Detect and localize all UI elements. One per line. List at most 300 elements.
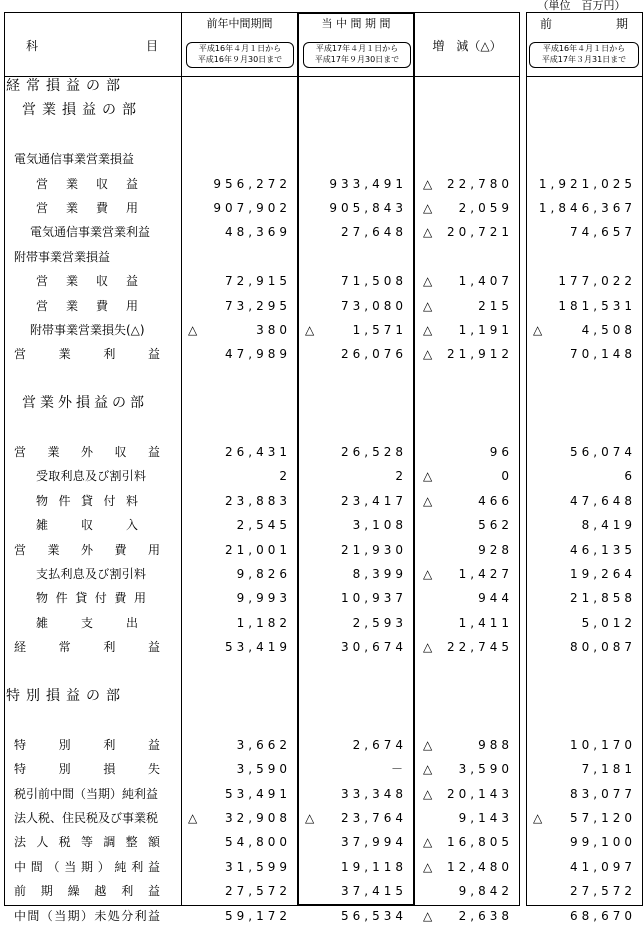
- cell-curr: [299, 879, 413, 903]
- cell-chg: [415, 440, 519, 464]
- cell-value: 4,508: [581, 323, 636, 337]
- cell-value: 9,826: [236, 567, 291, 581]
- negative-marker: △: [423, 176, 433, 191]
- cell-value: 2: [395, 469, 407, 484]
- cell-value: 48,369: [225, 225, 291, 240]
- cell-value: 26,431: [225, 445, 291, 459]
- cell-prev: [182, 586, 297, 610]
- row-label: 雑収入: [36, 518, 138, 533]
- cell-value: 16,805: [447, 835, 513, 850]
- table-row: [0, 879, 643, 903]
- negative-marker: △: [533, 323, 543, 337]
- cell-year: [527, 147, 642, 171]
- cell-value: 73,295: [225, 298, 291, 313]
- cell-curr: [299, 269, 413, 293]
- header-prev-year-period-2: 平成17年３月31日まで: [541, 55, 627, 64]
- cell-value: 1,427: [458, 567, 513, 581]
- table-row: [0, 147, 643, 171]
- table-row: [0, 904, 643, 928]
- cell-chg: [415, 757, 519, 781]
- cell-year: [527, 269, 642, 293]
- cell-prev: [182, 391, 297, 415]
- cell-chg: [415, 294, 519, 318]
- cell-value: 0: [501, 469, 513, 484]
- cell-value: 9,842: [458, 884, 513, 899]
- cell-prev: [182, 318, 297, 342]
- cell-chg: [415, 269, 519, 293]
- cell-curr: [299, 635, 413, 659]
- cell-chg: [415, 489, 519, 513]
- header-prev-year-title-b: 期: [616, 17, 629, 31]
- cell-year: [527, 904, 642, 928]
- cell-value: 31,599: [225, 859, 291, 874]
- table-row: [0, 74, 643, 98]
- cell-curr: [299, 562, 413, 586]
- negative-marker: △: [305, 323, 315, 337]
- cell-year: [527, 123, 642, 147]
- negative-marker: △: [423, 225, 433, 240]
- cell-year: [527, 220, 642, 244]
- header-item-a: 科: [26, 39, 39, 53]
- cell-value: 54,800: [225, 835, 291, 850]
- cell-prev: [182, 489, 297, 513]
- cell-year: [527, 635, 642, 659]
- cell-curr: [299, 318, 413, 342]
- table-row: [0, 855, 643, 879]
- row-label: 営業外費用: [14, 542, 160, 557]
- cell-value: 8,399: [352, 567, 407, 581]
- header-prev-year-title-a: 前: [540, 17, 553, 31]
- table-row: [0, 245, 643, 269]
- negative-marker: △: [423, 347, 433, 362]
- cell-prev: [182, 440, 297, 464]
- cell-prev: [182, 245, 297, 269]
- cell-value: 907,902: [213, 201, 291, 215]
- cell-value: 8,419: [581, 518, 636, 533]
- cell-chg: [415, 391, 519, 415]
- row-label: 雑支出: [36, 615, 138, 630]
- cell-value: 2: [279, 469, 291, 484]
- row-label: 営業費用: [36, 298, 138, 313]
- cell-curr: [299, 684, 413, 708]
- table-row: [0, 489, 643, 513]
- row-label: 営業外収益: [14, 445, 160, 459]
- table-row: [0, 757, 643, 781]
- table-row: [0, 562, 643, 586]
- cell-chg: [415, 538, 519, 562]
- row-label: 特別損失: [14, 762, 160, 777]
- cell-value: 53,491: [225, 786, 291, 801]
- cell-prev: [182, 855, 297, 879]
- cell-value: 928: [478, 542, 513, 557]
- cell-chg: [415, 74, 519, 98]
- row-label: 附帯事業営業損失(△): [30, 323, 145, 337]
- cell-value: 59,172: [225, 908, 291, 923]
- cell-year: [527, 342, 642, 366]
- table-row: [0, 391, 643, 415]
- table-row: [0, 513, 643, 537]
- row-label: 法人税等調整額: [14, 835, 160, 850]
- cell-year: [527, 684, 642, 708]
- cell-year: [527, 879, 642, 903]
- negative-marker: △: [423, 274, 433, 289]
- header-prev-half-period-1: 平成16年４月１日から: [198, 44, 282, 53]
- cell-value: 1,921,025: [538, 176, 636, 191]
- cell-curr: [299, 294, 413, 318]
- cell-curr: [299, 538, 413, 562]
- cell-value: 944: [478, 591, 513, 606]
- cell-year: [527, 733, 642, 757]
- table-row: [0, 660, 643, 684]
- cell-prev: [182, 538, 297, 562]
- cell-value: 2,545: [236, 518, 291, 533]
- row-label: 営業費用: [36, 201, 138, 215]
- cell-year: [527, 806, 642, 830]
- row-label: 経常損益の部: [6, 78, 126, 94]
- cell-year: [527, 367, 642, 391]
- header-curr-half-period: [303, 42, 411, 68]
- negative-marker: △: [423, 201, 433, 215]
- cell-year: [527, 391, 642, 415]
- negative-marker: △: [423, 786, 433, 801]
- cell-value: －: [390, 762, 407, 777]
- cell-chg: [415, 586, 519, 610]
- header-prev-half-title: 前年中間期間: [206, 17, 273, 30]
- cell-curr: [299, 757, 413, 781]
- cell-value: 933,491: [329, 176, 407, 191]
- cell-prev: [182, 147, 297, 171]
- cell-value: 32,908: [225, 811, 291, 825]
- negative-marker: △: [305, 811, 315, 825]
- cell-value: 27,572: [570, 884, 636, 899]
- cell-value: 1,411: [458, 615, 513, 630]
- cell-value: 905,843: [329, 201, 407, 215]
- unit-note: （単位 百万円）: [537, 0, 626, 12]
- cell-curr: [299, 416, 413, 440]
- cell-chg: [415, 416, 519, 440]
- negative-marker: △: [423, 859, 433, 874]
- row-label: 中間（当期）未処分利益: [14, 908, 160, 923]
- cell-chg: [415, 464, 519, 488]
- negative-marker: △: [188, 323, 198, 337]
- cell-value: 27,648: [341, 225, 407, 240]
- cell-curr: [299, 367, 413, 391]
- cell-value: 2,593: [352, 615, 407, 630]
- cell-chg: [415, 660, 519, 684]
- cell-curr: [299, 440, 413, 464]
- row-label: 受取利息及び割引料: [36, 469, 146, 484]
- cell-curr: [299, 708, 413, 732]
- negative-marker: △: [423, 493, 433, 508]
- cell-prev: [182, 98, 297, 122]
- cell-value: 57,120: [570, 811, 636, 825]
- cell-prev: [182, 635, 297, 659]
- cell-value: 3,590: [236, 762, 291, 777]
- cell-prev: [182, 782, 297, 806]
- cell-curr: [299, 855, 413, 879]
- cell-value: 70,148: [570, 347, 636, 362]
- cell-chg: [415, 806, 519, 830]
- cell-value: 10,170: [570, 737, 636, 752]
- cell-curr: [299, 782, 413, 806]
- negative-marker: △: [423, 762, 433, 777]
- cell-curr: [299, 172, 413, 196]
- negative-marker: △: [423, 469, 433, 484]
- header-top-border-right: [526, 12, 643, 13]
- cell-prev: [182, 342, 297, 366]
- cell-year: [527, 74, 642, 98]
- cell-curr: [299, 489, 413, 513]
- cell-value: 9,993: [236, 591, 291, 606]
- cell-prev: [182, 684, 297, 708]
- cell-value: 53,419: [225, 640, 291, 655]
- table-row: [0, 733, 643, 757]
- cell-curr: [299, 806, 413, 830]
- cell-value: 3,590: [458, 762, 513, 777]
- row-label: 中間（当期）純利益: [14, 859, 160, 874]
- cell-value: 26,528: [341, 445, 407, 459]
- cell-value: 562: [478, 518, 513, 533]
- cell-year: [527, 172, 642, 196]
- cell-year: [527, 538, 642, 562]
- row-label: 営業利益: [14, 347, 160, 362]
- cell-value: 7,181: [581, 762, 636, 777]
- cell-value: 96: [489, 445, 513, 459]
- cell-value: 20,143: [447, 786, 513, 801]
- cell-year: [527, 489, 642, 513]
- cell-curr: [299, 98, 413, 122]
- cell-year: [527, 782, 642, 806]
- cell-prev: [182, 367, 297, 391]
- cell-chg: [415, 245, 519, 269]
- cell-value: 41,097: [570, 859, 636, 874]
- negative-marker: △: [423, 640, 433, 655]
- negative-marker: △: [423, 737, 433, 752]
- row-label: 営業外損益の部: [22, 395, 148, 412]
- cell-prev: [182, 708, 297, 732]
- cell-prev: [182, 294, 297, 318]
- row-label: 附帯事業営業損益: [14, 249, 111, 264]
- cell-value: 37,415: [341, 884, 407, 899]
- cell-chg: [415, 172, 519, 196]
- cell-value: 21,001: [225, 542, 291, 557]
- cell-chg: [415, 708, 519, 732]
- cell-value: 80,087: [570, 640, 636, 655]
- cell-value: 380: [256, 323, 291, 337]
- cell-value: 215: [478, 298, 513, 313]
- cell-value: 21,912: [447, 347, 513, 362]
- row-label: 営業収益: [36, 274, 138, 289]
- cell-prev: [182, 74, 297, 98]
- cell-value: 56,074: [570, 445, 636, 459]
- cell-value: 1,191: [458, 323, 513, 337]
- cell-value: 2,059: [458, 201, 513, 215]
- cell-value: 956,272: [213, 176, 291, 191]
- cell-curr: [299, 464, 413, 488]
- cell-chg: [415, 635, 519, 659]
- cell-chg: [415, 782, 519, 806]
- table-row: [0, 318, 643, 342]
- table-row: [0, 538, 643, 562]
- cell-value: 27,572: [225, 884, 291, 899]
- row-label: 支払利息及び割引料: [36, 567, 146, 581]
- row-label: 前期繰越利益: [14, 884, 160, 899]
- cell-year: [527, 318, 642, 342]
- table-row: [0, 464, 643, 488]
- cell-year: [527, 440, 642, 464]
- row-label: 物件貸付料: [36, 493, 138, 508]
- cell-prev: [182, 196, 297, 220]
- cell-value: 56,534: [341, 908, 407, 923]
- cell-curr: [299, 611, 413, 635]
- cell-curr: [299, 196, 413, 220]
- cell-prev: [182, 806, 297, 830]
- cell-value: 68,670: [570, 908, 636, 923]
- cell-value: 20,721: [447, 225, 513, 240]
- cell-chg: [415, 196, 519, 220]
- row-label: 営業損益の部: [22, 102, 142, 119]
- table-row: [0, 269, 643, 293]
- negative-marker: △: [423, 323, 433, 337]
- cell-value: 2,638: [458, 908, 513, 923]
- cell-value: 30,674: [341, 640, 407, 655]
- cell-value: 21,858: [570, 591, 636, 606]
- cell-year: [527, 245, 642, 269]
- cell-year: [527, 830, 642, 854]
- header-prev-half-period: [186, 42, 294, 68]
- cell-prev: [182, 611, 297, 635]
- table-row: [0, 806, 643, 830]
- cell-year: [527, 660, 642, 684]
- cell-year: [527, 708, 642, 732]
- cell-value: 3,108: [352, 518, 407, 533]
- cell-value: 23,883: [225, 493, 291, 508]
- header-curr-half-period-1: 平成17年４月１日から: [315, 44, 399, 53]
- table-row: [0, 367, 643, 391]
- header-change-title: 増 減（△）: [432, 39, 502, 53]
- cell-year: [527, 757, 642, 781]
- cell-curr: [299, 220, 413, 244]
- header-prev-year-period-1: 平成16年４月１日から: [542, 44, 626, 53]
- cell-value: 1,407: [458, 274, 513, 289]
- cell-value: 5,012: [581, 615, 636, 630]
- cell-year: [527, 196, 642, 220]
- cell-year: [527, 294, 642, 318]
- cell-chg: [415, 562, 519, 586]
- row-label: 法人税、住民税及び事業税: [14, 811, 159, 825]
- cell-value: 12,480: [447, 859, 513, 874]
- negative-marker: △: [423, 298, 433, 313]
- cell-value: 19,264: [570, 567, 636, 581]
- cell-value: 37,994: [341, 835, 407, 850]
- cell-curr: [299, 733, 413, 757]
- cell-curr: [299, 513, 413, 537]
- cell-chg: [415, 513, 519, 537]
- header-prev-half-period-2: 平成16年９月30日まで: [197, 55, 283, 64]
- cell-value: 23,764: [341, 811, 407, 825]
- row-label: 経常利益: [14, 640, 160, 655]
- negative-marker: △: [423, 567, 433, 581]
- cell-value: 74,657: [570, 225, 636, 240]
- table-row: [0, 611, 643, 635]
- cell-year: [527, 513, 642, 537]
- row-label: 特別損益の部: [6, 688, 126, 704]
- header-curr-half-period-2: 平成17年９月30日まで: [314, 55, 400, 64]
- cell-prev: [182, 416, 297, 440]
- cell-chg: [415, 611, 519, 635]
- cell-value: 22,780: [447, 176, 513, 191]
- cell-prev: [182, 830, 297, 854]
- row-label: 税引前中間（当期）純利益: [14, 786, 159, 801]
- row-label: 営業収益: [36, 176, 138, 191]
- cell-value: 22,745: [447, 640, 513, 655]
- cell-prev: [182, 123, 297, 147]
- cell-chg: [415, 220, 519, 244]
- cell-chg: [415, 855, 519, 879]
- cell-curr: [299, 586, 413, 610]
- table-row: [0, 294, 643, 318]
- cell-chg: [415, 879, 519, 903]
- cell-value: 99,100: [570, 835, 636, 850]
- cell-value: 177,022: [558, 274, 636, 289]
- cell-chg: [415, 733, 519, 757]
- table-row: [0, 416, 643, 440]
- cell-value: 47,989: [225, 347, 291, 362]
- table-row: [0, 440, 643, 464]
- cell-year: [527, 416, 642, 440]
- cell-chg: [415, 342, 519, 366]
- cell-curr: [299, 245, 413, 269]
- cell-chg: [415, 123, 519, 147]
- cell-value: 26,076: [341, 347, 407, 362]
- cell-value: 3,662: [236, 737, 291, 752]
- cell-chg: [415, 830, 519, 854]
- cell-value: 46,135: [570, 542, 636, 557]
- negative-marker: △: [188, 811, 198, 825]
- cell-prev: [182, 172, 297, 196]
- cell-curr: [299, 342, 413, 366]
- negative-marker: △: [423, 908, 433, 923]
- table-row: [0, 196, 643, 220]
- cell-year: [527, 98, 642, 122]
- row-label: 物件貸付費用: [36, 591, 146, 606]
- cell-value: 23,417: [341, 493, 407, 508]
- cell-prev: [182, 513, 297, 537]
- cell-value: 1,846,367: [538, 201, 636, 215]
- cell-prev: [182, 904, 297, 928]
- row-label: 特別利益: [14, 737, 160, 752]
- cell-value: 181,531: [558, 298, 636, 313]
- cell-value: 33,348: [341, 786, 407, 801]
- table-row: [0, 172, 643, 196]
- row-label: 電気通信事業営業損益: [14, 152, 135, 167]
- cell-value: 73,080: [341, 298, 407, 313]
- table-row: [0, 782, 643, 806]
- cell-year: [527, 855, 642, 879]
- cell-value: 1,182: [236, 615, 291, 630]
- cell-year: [527, 562, 642, 586]
- cell-prev: [182, 220, 297, 244]
- cell-value: 6: [624, 469, 636, 484]
- cell-year: [527, 586, 642, 610]
- table-row: [0, 342, 643, 366]
- cell-year: [527, 464, 642, 488]
- cell-curr: [299, 123, 413, 147]
- cell-curr: [299, 904, 413, 928]
- cell-chg: [415, 98, 519, 122]
- cell-prev: [182, 757, 297, 781]
- cell-chg: [415, 147, 519, 171]
